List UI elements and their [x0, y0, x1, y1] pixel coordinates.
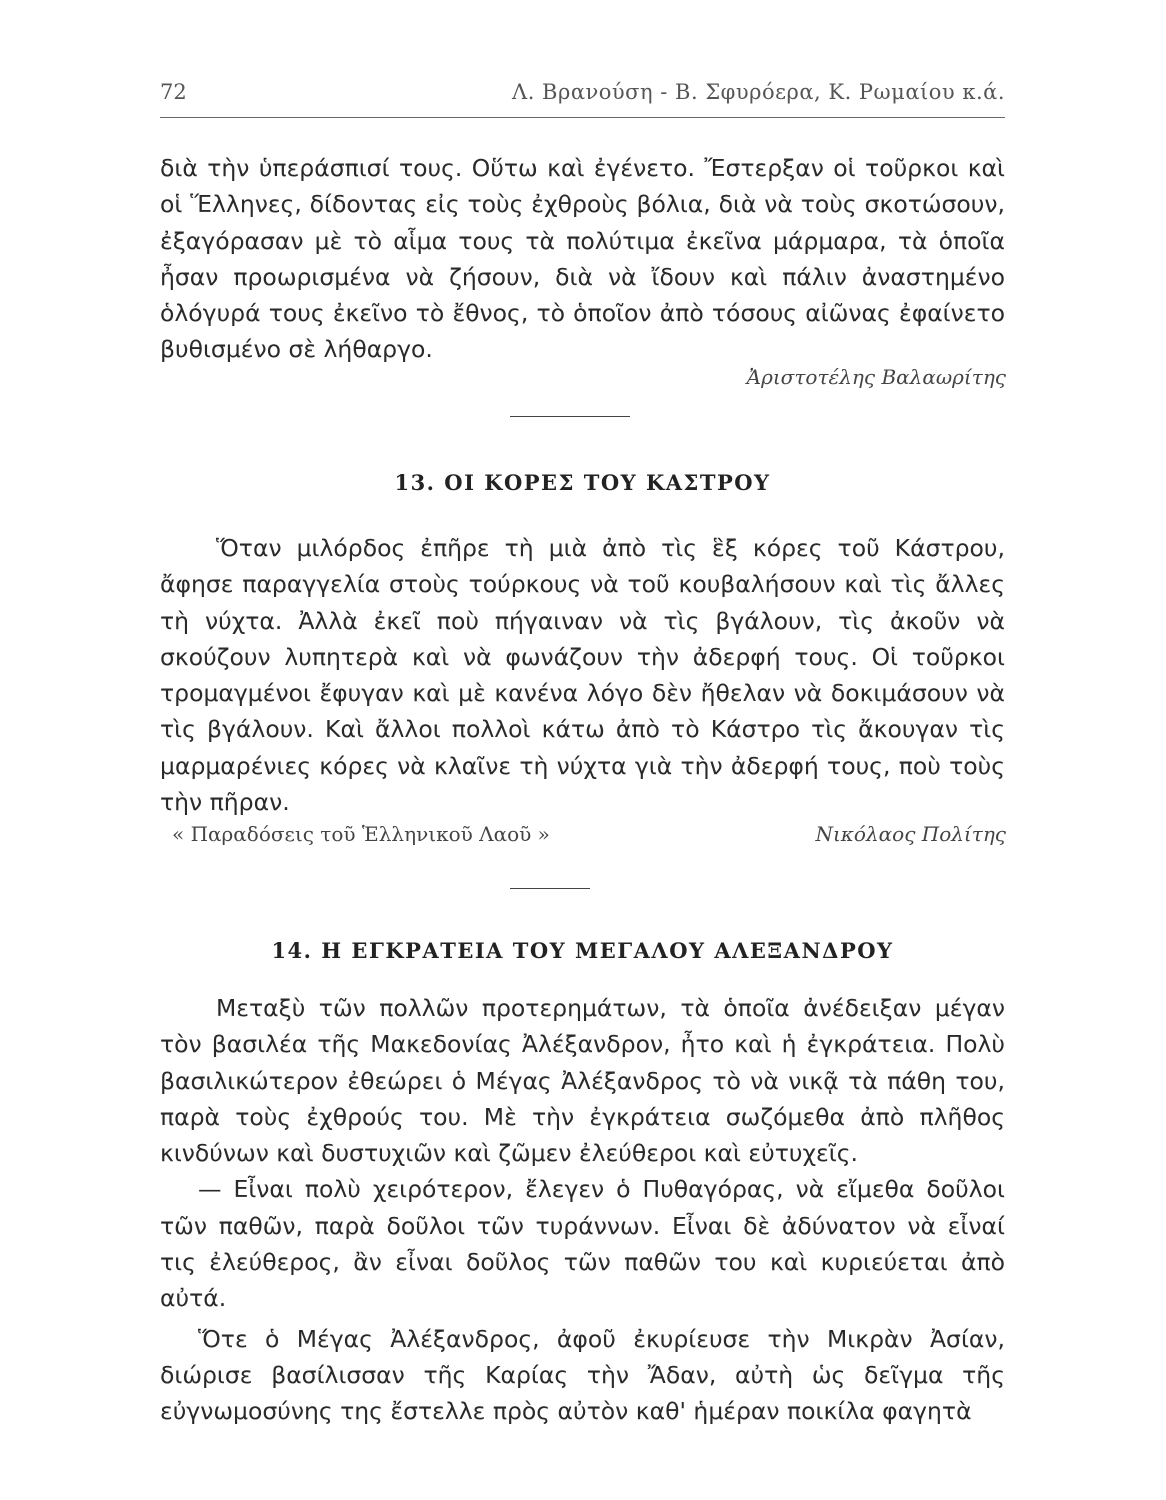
section-13-paragraph: Ὅταν μιλόρδος ἐπῆρε τὴ μιὰ ἀπὸ τὶς ἓξ κόρες τοῦ Κάστρου, ἄφησε παραγγελία στοὺς τούρκους νὰ τοῦ κουβαλήσουν καὶ τὶς ἄλλες τὴ νύχτα. Ἀλλὰ ἐκεῖ ποὺ πήγαιναν νὰ τὶς βγάλουν, τὶς ἀκοῦν νὰ σκούζουν λυπητερὰ καὶ νὰ φωνάζουν τὴν ἀδερφή τους. Οἱ τοῦρκοι τρομαγμένοι ἔφυγαν καὶ μὲ κανένα λόγο δὲν ἤθελαν νὰ δοκιμάσουν νὰ τὶς βγάλουν. Καὶ ἄλλοι πολλοὶ κάτω ἀπὸ τὸ Κάστρο τὶς ἄκουγαν τὶς μαρμαρένιες κόρες νὰ κλαῖνε τὴ νύχτα γιὰ τὴν ἀδερφή τους, ποὺ τοὺς τὴν πῆραν. [160, 534, 1005, 817]
running-title: Λ. Βρανούση - Β. Σφυρόερα, Κ. Ρωμαίου κ.ά. [512, 80, 1005, 104]
section-14-heading: 14. Η ΕΓΚΡΑΤΕΙΑ ΤΟΥ ΜΕΓΑΛΟΥ ΑΛΕΞΑΝΔΡΟΥ [271, 938, 894, 963]
section-13-text [160, 530, 1005, 820]
section-13-source: « Παραδόσεις τοῦ Ἑλληνικοῦ Λαοῦ » [172, 822, 550, 846]
running-header [160, 80, 1005, 114]
section-14-paragraph-3: Ὅτε ὁ Μέγας Ἀλέξανδρος, ἀφοῦ ἐκυρίευσε τὴν Μικρὰν Ἀσίαν, διώρισε βασίλισσαν τῆς Καρίας τὴν Ἄδαν, αὐτὴ ὡς δεῖγμα τῆς εὐγνωμοσύνης της ἔστελλε πρὸς αὐτὸν καθ' ἡμέραν ποικίλα φαγητὰ [160, 1324, 1005, 1426]
section-14-text [160, 990, 1005, 1430]
section-divider [510, 416, 630, 417]
page-number: 72 [160, 80, 187, 104]
section-divider [510, 888, 590, 889]
section-14-paragraph-1: Μεταξὺ τῶν πολλῶν προτερημάτων, τὰ ὁποῖα ἀνέδειξαν μέγαν τὸν βασιλέα τῆς Μακεδονίας Ἀλέξανδρον, ἦτο καὶ ἡ ἐγκράτεια. Πολὺ βασιλικώτερον ἐθεώρει ὁ Μέγας Ἀλέξανδρος τὸ νὰ νικᾷ τὰ πάθη του, παρὰ τοὺς ἐχθρούς του. Μὲ τὴν ἐγκράτεια σωζόμεθα ἀπὸ πλῆθος κινδύνων καὶ δυστυχιῶν καὶ ζῶμεν ἐλεύθεροι καὶ εὐτυχεῖς. [160, 994, 1005, 1168]
section-13-heading: 13. ΟΙ ΚΟΡΕΣ ΤΟΥ ΚΑΣΤΡΟΥ [394, 470, 771, 495]
previous-text-block [160, 150, 1005, 368]
previous-paragraph: διὰ τὴν ὑπεράσπισί τους. Οὕτω καὶ ἐγένετο. Ἔστερξαν οἱ τοῦρκοι καὶ οἱ Ἕλληνες, δίδοντας εἰς τοὺς ἐχθροὺς βόλια, διὰ νὰ τοὺς σκοτώσουν, ἐξαγόρασαν μὲ τὸ αἷμα τους τὰ πολύτιμα ἐκεῖνα μάρμαρα, τὰ ὁποῖα ἦσαν προωρισμένα νὰ ζήσουν, διὰ νὰ ἴδουν καὶ πάλιν ἀναστημένο ὁλόγυρά τους ἐκεῖνο τὸ ἔθνος, τὸ ὁποῖον ἀπὸ τόσους αἰῶνας ἐφαίνετο βυθισμένο σὲ λήθαργο. [160, 154, 1005, 364]
section-13-author: Νικόλαος Πολίτης [815, 822, 1006, 846]
header-rule [160, 117, 1005, 118]
previous-author: Ἀριστοτέλης Βαλαωρίτης [746, 365, 1006, 389]
section-14-paragraph-2: — Εἶναι πολὺ χειρότερον, ἔλεγεν ὁ Πυθαγόρας, νὰ εἴμεθα δοῦλοι τῶν παθῶν, παρὰ δοῦλοι τῶν τυράννων. Εἶναι δὲ ἀδύνατον νὰ εἶναί τις ἐλεύθερος, ἂν εἶναι δοῦλος τῶν παθῶν του καὶ κυριεύεται ἀπὸ αὐτά. [160, 1175, 1005, 1313]
